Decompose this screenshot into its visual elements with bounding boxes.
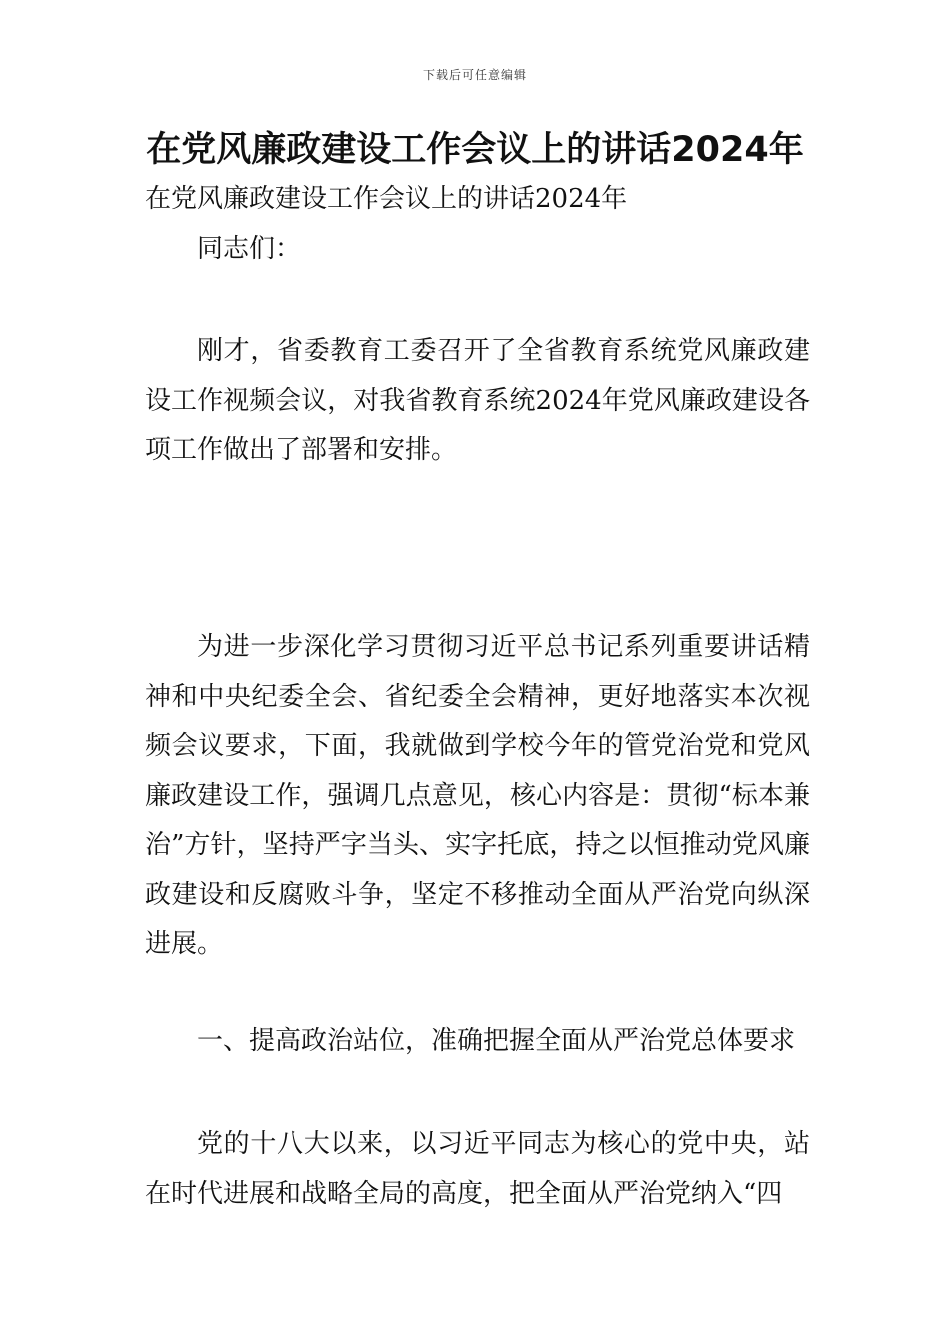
document-subtitle: 在党风廉政建设工作会议上的讲话2024年 xyxy=(145,184,628,214)
section-heading: 一、提高政治站位，准确把握全面从严治党总体要求 xyxy=(197,1026,796,1056)
header-note: 下载后可任意编辑 xyxy=(422,68,527,82)
paragraph-2: 为进一步深化学习贯彻习近平总书记系列重要讲话精神和中央纪委全会、省纪委全会精神，更好地落实本次视频会议要求，下面，我就做到学校今年的管党治党和党风廉政建设工作，强调几点意见，核心内容是：贯彻“标本兼治”方针，坚持严字当头、实字托底，持之以恒推动党风廉政建设和反腐败斗争，坚定不移推动全面从严治党向纵深进展。 xyxy=(145,632,810,959)
section-paragraph: 党的十八大以来，以习近平同志为核心的党中央，站在时代进展和战略全局的高度，把全面从严治党纳入“四 xyxy=(145,1129,810,1209)
salutation: 同志们： xyxy=(197,234,302,264)
paragraph-1: 刚才，省委教育工委召开了全省教育系统党风廉政建设工作视频会议，对我省教育系统2024年党风廉政建设各项工作做出了部署和安排。 xyxy=(145,336,810,465)
document-title: 在党风廉政建设工作会议上的讲话2024年 xyxy=(146,130,804,170)
